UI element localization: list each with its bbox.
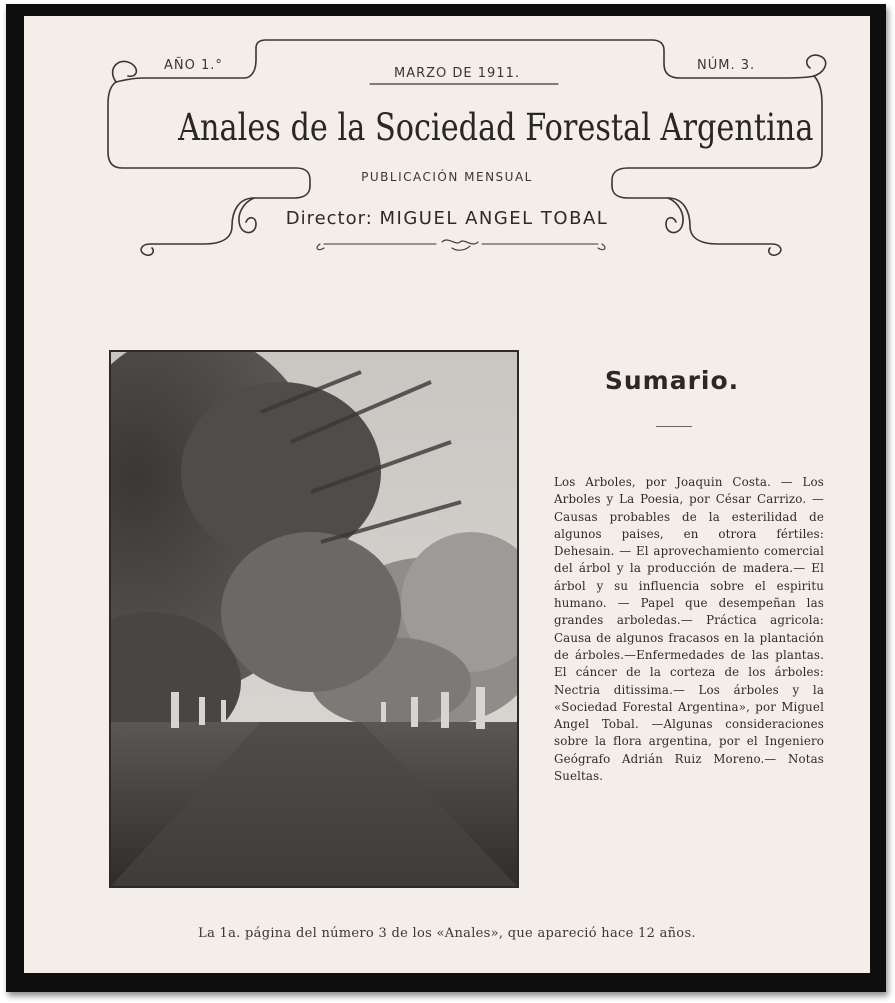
orchard-photograph [109,350,519,888]
sumario-divider [656,426,692,427]
year-label: AÑO 1.° [164,58,223,73]
issue-date: MARZO DE 1911. [394,66,520,81]
sumario-body: Los Arboles, por Joaquin Costa. — Los Arboles y La Poesia, por César Carrizo. — Causas probables de la esterilidad de algunos paises, en otrora fértiles: Dehesain. — El aprovechamiento comercial del árbol y la producción de madera.— El árbol y su influencia sobre el espiritu humano. — Papel que desempeñan las grandes arboledas.— Práctica agricola: Causa de algunos fracasos en la plantación de árboles.—Enfermedades de las plantas. El cáncer de la corteza de los árboles: Nectria ditissima.— Los árboles y la «Sociedad Forestal Argentina», por Miguel Angel Tobal. —Algunas consideraciones sobre la flora argentina, por el Ingeniero Geógrafo Adrián Ruiz Moreno.— Notas Sueltas. [554,475,824,784]
director-label: Director: [285,208,373,229]
director-line [24,208,870,229]
page-paper [24,16,870,973]
publication-subtitle: PUBLICACIÓN MENSUAL [361,170,533,184]
page-caption: La 1a. página del número 3 de los «Anales», que apareció hace 12 años. [198,926,696,941]
sumario-heading: Sumario. [604,366,740,395]
publication-title: Anales de la Sociedad Forestal Argentina [178,106,814,149]
orchard-photo-image [111,352,517,886]
director-name: MIGUEL ANGEL TOBAL [379,208,609,229]
issue-number: NÚM. 3. [697,58,756,73]
